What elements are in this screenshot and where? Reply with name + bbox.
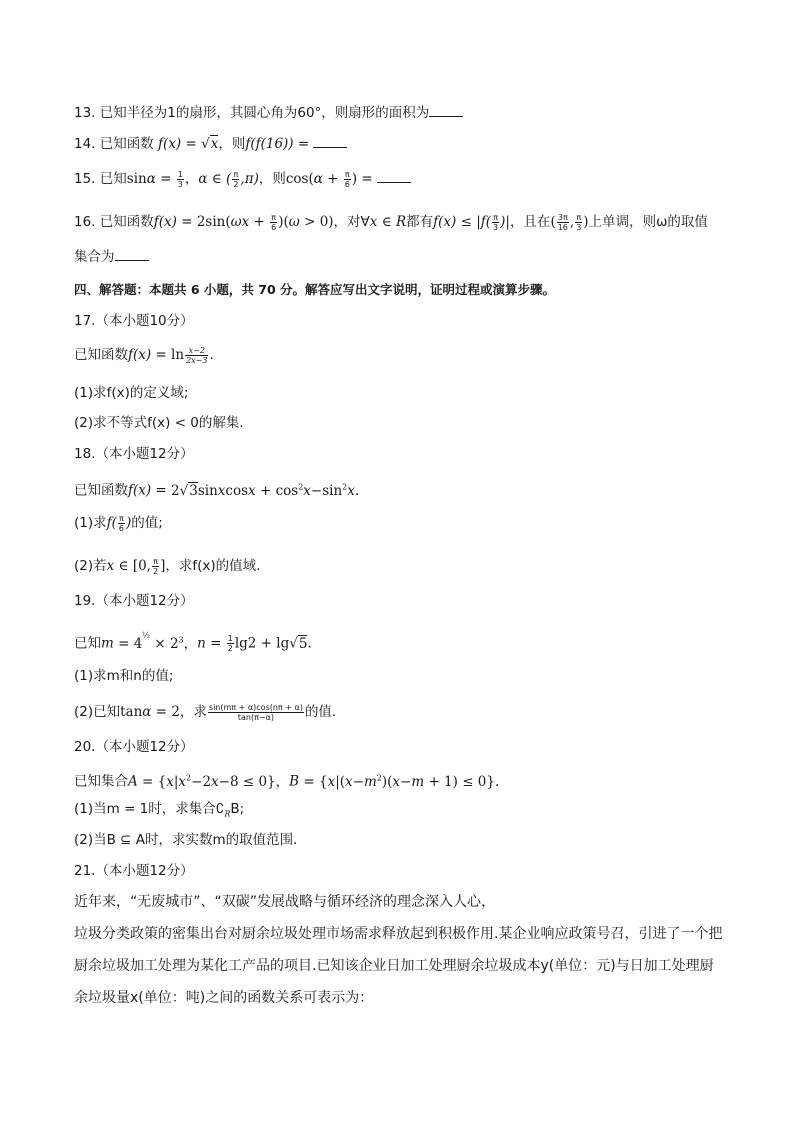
fraction: $\frac{\pi}{6}$ <box>271 212 277 232</box>
question-17-part-1: (1)求f(x)的定义域; <box>74 385 189 401</box>
question-21-line-3: 厨余垃圾加工处理为某化工产品的项目.已知该企业日加工处理厨余垃圾成本y(单位：元)与日加工处理厨 <box>74 958 714 974</box>
denominator: 2x−3 <box>186 355 208 365</box>
formula-5: )| <box>500 214 510 230</box>
part-1-text: (1)当m = 1时，求集合∁ <box>74 801 225 817</box>
question-16-text-c: 都有 <box>406 214 434 230</box>
question-20-given: 已知集合$A = \{x|x^2-2x-8 \le 0\}$，$B = \{x|(x-m^2)(x-m + 1) \le 0\}$. <box>74 773 500 790</box>
question-16: 16. 已知函数f(x) = 2sin(ωx + $\frac{\pi}{6}$ )(ω > 0)，对∀x ∈ R都有f(x) ≤ |f( $\frac{\pi}{3}$ )|，且在( $\frac{3\pi}{16}$ , $\frac{\pi}{3}$ )上单调，则ω的取值 <box>74 212 708 232</box>
question-16-text-d: ，且在 <box>509 214 551 230</box>
formula: f(x) = <box>153 214 197 230</box>
question-19-part-2: (2)已知tanα = 2，求 $\frac{\sin(m\pi + \alpha)\cos(n\pi + \alpha)}{\tan(\pi-\alpha)}$ 的值. <box>74 702 337 722</box>
part-1-text-b: B; <box>230 801 245 817</box>
denominator: tan(π−α) <box>237 712 274 722</box>
answer-blank <box>377 170 411 183</box>
formula-4: f(x) ≤ |f( <box>433 214 492 230</box>
question-21-header: 21.（本小题12分） <box>74 863 194 879</box>
question-21-line-4: 余垃圾量x(单位：吨)之间的函数关系可表示为： <box>74 990 374 1006</box>
question-20-part-1: (1)当m = 1时，求集合$∁_RB$; <box>74 801 245 819</box>
question-19-given: 已知$m = 4^{\frac{1}{2}} \times 2^3$，n = $\frac{1}{2}$ lg2 + lg√5. <box>74 631 312 653</box>
answer-blank <box>115 248 149 261</box>
part-2-text-c: 的值. <box>304 704 337 720</box>
question-16-text-f: 集合为 <box>74 249 115 265</box>
fraction-3: $\frac{3\pi}{16}$ <box>557 212 568 232</box>
formula-6: ( <box>550 214 556 230</box>
fraction-2: $\frac{\pi}{3}$ <box>493 212 499 232</box>
given-text: 已知 <box>74 635 101 652</box>
numerator: sin(mπ + α)cos(nπ + α) <box>208 702 303 712</box>
question-15: 15. 已知sinα = $\frac{1}{3}$ ，α ∈ ( $\frac{\pi}{2}$ ,π)，则cos(α + $\frac{\pi}{6}$ ) = <box>74 169 724 189</box>
fraction: $\frac{\pi}{2}$ <box>152 556 159 576</box>
part-2-text: (2)若 <box>74 558 107 574</box>
part-1-text-b: 的值; <box>131 515 163 531</box>
denominator: 6 <box>344 179 350 189</box>
formula-5: ) = <box>351 171 378 187</box>
formula: f(x) = <box>128 482 172 499</box>
fraction-4: $\frac{\pi}{3}$ <box>576 212 582 232</box>
question-16-text-b: ，对∀ <box>333 214 370 230</box>
question-13 <box>74 103 724 123</box>
question-15-text: 15. 已知 <box>74 171 127 187</box>
question-18-part-2: (2)若x ∈ [0, $\frac{\pi}{2}$ ]，求f(x)的值域. <box>74 556 261 576</box>
given-text: 已知集合 <box>74 773 128 790</box>
formula-3: x ∈ R <box>369 214 407 230</box>
question-20-part-2: (2)当B ⊆ A时，求实数m的取值范围. <box>74 832 298 848</box>
given-text: 已知函数 <box>74 347 128 363</box>
given-text: 已知函数 <box>74 482 128 499</box>
question-19-part-1: (1)求m和n的值; <box>74 668 174 684</box>
fraction <box>177 170 184 189</box>
numerator: π <box>344 169 350 179</box>
section-title: 四、解答题：本题共 6 小题，共 70 分。解答应写出文字说明，证明过程或演算步骤。 <box>74 282 556 297</box>
part-1-text: (1)求 <box>74 515 107 531</box>
formula-sin: 2sin(ωx + <box>196 214 270 230</box>
question-17-header: 17.（本小题10分） <box>74 313 194 329</box>
question-14-text: 14. 已知函数 <box>74 136 154 152</box>
question-14-text-b: ，则 <box>218 136 246 152</box>
denominator: 2 <box>233 179 239 189</box>
question-16-text: 16. 已知函数 <box>74 214 154 230</box>
question-18-given <box>74 477 724 501</box>
question-16-line-2 <box>74 247 724 267</box>
answer-blank <box>429 104 463 117</box>
question-13-text: 13. 已知半径为1的扇形，其圆心角为60°，则扇形的面积为 <box>74 105 430 121</box>
fraction <box>185 346 208 365</box>
question-19-header: 19.（本小题12分） <box>74 593 194 609</box>
part-2-text-b: ，求f(x)的值域. <box>165 558 261 574</box>
formula-2: )(ω > 0) <box>278 214 334 230</box>
formula: f(x) = <box>128 347 172 363</box>
denominator: 3 <box>177 179 183 189</box>
part-2-text-b: ，求 <box>179 704 207 720</box>
formula: f(x) = √x <box>153 136 219 152</box>
fraction-2 <box>232 170 239 189</box>
formula: sinα = <box>126 171 176 187</box>
equals: = <box>293 136 310 152</box>
numerator: x−2 <box>185 346 208 356</box>
fraction-3 <box>344 170 351 189</box>
fraction: $\frac{\pi}{6}$ <box>118 513 124 533</box>
question-17-part-2: (2)求不等式f(x) < 0的解集. <box>74 415 244 431</box>
formula-2: α ∈ ( <box>198 171 232 187</box>
fraction <box>208 703 304 722</box>
answer-blank <box>313 135 347 148</box>
fraction: $\frac{1}{2}$ <box>227 634 233 653</box>
question-21-line-1: 近年来，“无废城市”、“双碳”发展战略与循环经济的理念深入人心， <box>74 894 496 910</box>
part-2-text: (2)已知 <box>74 704 121 720</box>
numerator: 1 <box>177 169 183 179</box>
formula-3: ,π) <box>240 171 259 187</box>
question-17-given: 已知函数f(x) = ln $\frac{x-2}{2x-3}$ . <box>74 345 214 365</box>
question-15-text-b: ，则 <box>258 171 286 187</box>
question-18-header: 18.（本小题12分） <box>74 446 194 462</box>
question-16-text-e: 上单调，则ω的取值 <box>588 214 708 230</box>
formula-4: cos(α + <box>285 171 343 187</box>
question-14 <box>74 134 724 154</box>
formula-2: f(f(16)) <box>245 136 294 152</box>
numerator: π <box>233 169 239 179</box>
question-20-header: 20.（本小题12分） <box>74 739 194 755</box>
formula-2: 2√3sinxcosx + $\cos^2x-\sin^2x$. <box>171 482 360 499</box>
question-18-part-1: (1)求f( $\frac{\pi}{6}$ )的值; <box>74 513 163 533</box>
question-21-line-2: 垃圾分类政策的密集出台对厨余垃圾处理市场需求释放起到积极作用.某企业响应政策号召，引进了一个把 <box>74 926 723 942</box>
